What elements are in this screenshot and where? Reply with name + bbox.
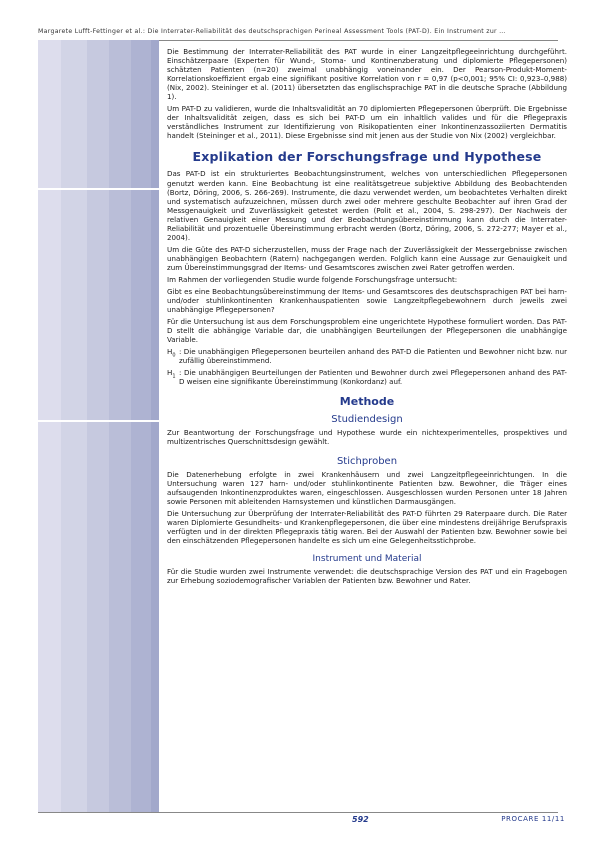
side-stripe bbox=[109, 40, 131, 812]
footer-rule bbox=[38, 812, 558, 813]
side-stripe bbox=[38, 40, 61, 812]
hypothesis-text: : Die unabhängigen Beurteilungen der Patienten und Bewohner durch zwei Pflegepersonen anhand des PAT-D weisen eine signifikante Übereinstimmung (Konkordanz) auf. bbox=[179, 368, 567, 387]
page-number: 592 bbox=[352, 815, 369, 824]
hypothesis-label: $H_0$ bbox=[167, 347, 176, 359]
hypothesis-h0 bbox=[167, 347, 567, 365]
paragraph: Um PAT-D zu validieren, wurde die Inhaltsvalidität an 70 diplomierten Pflegepersonen überprüft. Die Ergebnisse der Inhaltsvalidität zeigen, dass es sich bei PAT-D um ein inhaltlich valides und für die Pflegepraxis verständliches Instrument zur Identifizierung von Risikopatienten einer Inkontinenzassoziierten Dermatitis handelt (Steininger et al., 2011). Diese Ergebnisse sind mit jenen aus der Studie von Nix (2002) vergleichbar. bbox=[167, 104, 567, 141]
side-stripe bbox=[131, 40, 151, 812]
side-stripe bbox=[151, 40, 159, 812]
subsection-heading: Stichproben bbox=[336, 455, 398, 467]
section-heading: Methode bbox=[339, 394, 395, 408]
section-heading: Explikation der Forschungsfrage und Hypothese bbox=[192, 149, 542, 165]
running-header: Margarete Lufft-Fettinger et al.: Die Interrater-Reliabilität des deutschsprachigen Perineal Assessment Tools (PAT-D). Ein Instrument zur … bbox=[38, 28, 506, 35]
paragraph: Für die Untersuchung ist aus dem Forschungsproblem eine ungerichtete Hypothese formuliert worden. Das PAT-D stellt die abhängige Variable dar, die unabhängigen Beurteilungen der Pflegepersonen die unabhängige Variable. bbox=[167, 317, 567, 345]
hypothesis-h1 bbox=[167, 368, 567, 386]
paragraph: Die Untersuchung zur Überprüfung der Interrater-Reliabilität des PAT-D führten 29 Raterpaare durch. Die Rater waren Diplomierte Gesundheits- und Krankenpflegepersonen, die über eine mindestens dreijährige Berufspraxis verfügten und in der direkten Pflegepraxis tätig waren. Bei der Auswahl der Patienten bzw. Bewohner sowie bei den einschätzenden Pflegepersonen handelte es sich um eine Gelegenheitsstichprobe. bbox=[167, 508, 567, 545]
paragraph: Gibt es eine Beobachtungsübereinstimmung der Items- und Gesamtscores des deutschsprachigen PAT bei harn- und/oder stuhlinkontinenten Krankenhauspatienten sowie Langzeitpflegebewohnern durch jeweils zwei unabhängige Pflegepersonen? bbox=[167, 287, 567, 315]
side-stripe bbox=[87, 40, 109, 812]
paragraph: Das PAT-D ist ein strukturiertes Beobachtungsinstrument, welches von unterschiedlichen Pflegepersonen genutzt werden kann. Eine Beobachtung ist eine realitätsgetreue subjektive Abbildung des Beobachtenden (Bortz, Döring, 2006, S. 266-269). Instrumente, die dazu verwendet werden, um beobachtetes Verhalten direkt und systematisch aufzuzeichnen, müssen durch zwei oder mehrere geschulte Beobachter auf ihren Grad der Messgenauigkeit und Zuverlässigkeit getestet werden (Polit et al., 2004, S. 298-297). Der Nachweis der relativen Genauigkeit einer Messung und der Beobachtungsübereinstimmung kann durch die Interrater-Reliabilität und prozentuelle Übereinstimmung erbracht werden (Bortz, Döring, 2006, S. 272-277; Mayer et al., 2004). bbox=[167, 169, 567, 242]
paragraph: Im Rahmen der vorliegenden Studie wurde folgende Forschungsfrage untersucht: bbox=[167, 274, 458, 284]
paragraph: Die Datenerhebung erfolgte in zwei Krankenhäusern und zwei Langzeitpflegeeinrichtungen. In die Untersuchung waren 127 harn- und/oder stuhlinkontinente Patienten bzw. Bewohner, die Träger eines aufsaugenden Inkontinenzproduktes waren, eingeschlossen. Ausgeschlossen wurden Personen unter 18 Jahren sowie Personen mit ableitenden Harnsystemen und künstlichen Darmausgängen. bbox=[167, 469, 567, 506]
paragraph: Zur Beantwortung der Forschungsfrage und Hypothese wurde ein nichtexperimentelles, prospektives und multizentrisches Querschnittsdesign gewählt. bbox=[167, 427, 567, 446]
stripe-divider bbox=[38, 420, 159, 422]
journal-name: PROCARE 11/11 bbox=[501, 815, 565, 823]
subsection-heading: Instrument und Material bbox=[312, 553, 422, 564]
subsection-heading: Studiendesign bbox=[331, 413, 403, 425]
paragraph: Die Bestimmung der Interrater-Reliabilität des PAT wurde in einer Langzeitpflegeeinrichtung durchgeführt. Einschätzerpaare (Experten für Wund-, Stoma- und Kontinenzberatung und diplomierte Pflegepersonen) schätzten Patienten (n=20) zweimal unabhängig voneinander ein. Der Pearson-Produkt-Moment-Korrelationskoeffizient ergab eine signifikant positive Korrelation von r = 0,97 (p<0,001; 95% CI: 0,923–0,988) (Nix, 2002). Steininger et al. (2011) übersetzten das englischsprachige PAT in die deutsche Sprache (Abbildung 1). bbox=[167, 47, 567, 102]
side-stripe bbox=[61, 40, 87, 812]
article-body bbox=[167, 47, 567, 588]
paragraph: Für die Studie wurden zwei Instrumente verwendet: die deutschsprachige Version des PAT und ein Fragebogen zur Erhebung soziodemografischer Variablen der Patienten bzw. Bewohner und Rater. bbox=[167, 566, 567, 586]
hypothesis-text: : Die unabhängigen Pflegepersonen beurteilen anhand des PAT-D die Patienten und Bewohner nicht bzw. nur zufällig übereinstimmend. bbox=[179, 347, 567, 366]
stripe-divider bbox=[38, 188, 159, 190]
paragraph: Um die Güte des PAT-D sicherzustellen, muss der Frage nach der Zuverlässigkeit der Messergebnisse zwischen unabhängigen Beobachtern (Ratern) nachgegangen werden. Folglich kann eine Aussage zur Genauigkeit und zum Übereinstimmungsgrad der Items- und Gesamtscores zwischen zwei Rater getroffen werden. bbox=[167, 244, 567, 272]
hypothesis-label: $H_1$ bbox=[167, 368, 176, 380]
